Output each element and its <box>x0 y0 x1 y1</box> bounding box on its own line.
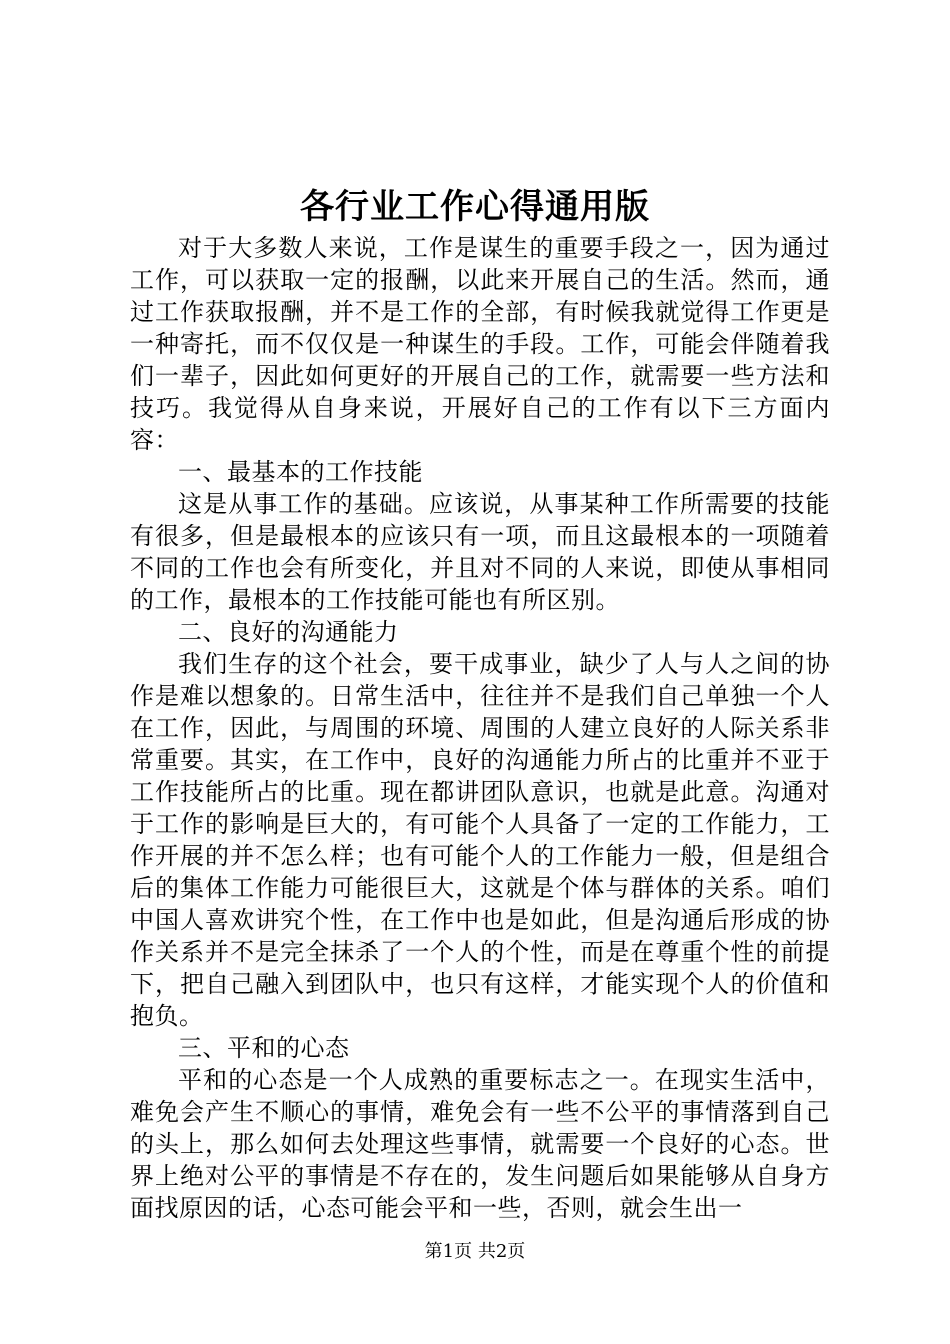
section-paragraph-1: 这是从事工作的基础。应该说，从事某种工作所需要的技能有很多，但是最根本的应该只有一项，而且这最根本的一项随着不同的工作也会有所变化，并且对不同的人来说，即使从事相同的工作，最根本的工作技能可能也有所区别。 <box>130 490 830 614</box>
intro-paragraph: 对于大多数人来说，工作是谋生的重要手段之一，因为通过工作，可以获取一定的报酬，以此来开展自己的生活。然而，通过工作获取报酬，并不是工作的全部，有时候我就觉得工作更是一种寄托，而不仅仅是一种谋生的手段。工作，可能会伴随着我们一辈子，因此如何更好的开展自己的工作，就需要一些方法和技巧。我觉得从自身来说，开展好自己的工作有以下三方面内容： <box>130 234 830 454</box>
document-body <box>130 232 830 1224</box>
section-paragraph-3: 平和的心态是一个人成熟的重要标志之一。在现实生活中，难免会产生不顺心的事情，难免会有一些不公平的事情落到自己的头上，那么如何去处理这些事情，就需要一个良好的心态。世界上绝对公平的事情是不存在的，发生问题后如果能够从自身方面找原因的话，心态可能会平和一些，否则，就会生出一 <box>130 1066 830 1222</box>
section-paragraph-2: 我们生存的这个社会，要干成事业，缺少了人与人之间的协作是难以想象的。日常生活中，往往并不是我们自己单独一个人在工作，因此，与周围的环境、周围的人建立良好的人际关系非常重要。其实，在工作中，良好的沟通能力所占的比重并不亚于工作技能所占的比重。现在都讲团队意识，也就是此意。沟通对于工作的影响是巨大的，有可能个人具备了一定的工作能力，工作开展的并不怎么样；也有可能个人的工作能力一般，但是组合后的集体工作能力可能很巨大，这就是个体与群体的关系。咱们中国人喜欢讲究个性，在工作中也是如此，但是沟通后形成的协作关系并不是完全抹杀了一个人的个性，而是在尊重个性的前提下，把自己融入到团队中，也只有这样，才能实现个人的价值和抱负。 <box>130 650 830 1030</box>
document-title: 各行业工作心得通用版 <box>300 187 650 227</box>
page-number-footer: 第1页 共2页 <box>424 1241 526 1262</box>
section-heading-1: 一、最基本的工作技能 <box>178 458 423 486</box>
section-heading-2: 二、良好的沟通能力 <box>178 618 399 646</box>
section-heading-3: 三、平和的心态 <box>178 1034 350 1062</box>
